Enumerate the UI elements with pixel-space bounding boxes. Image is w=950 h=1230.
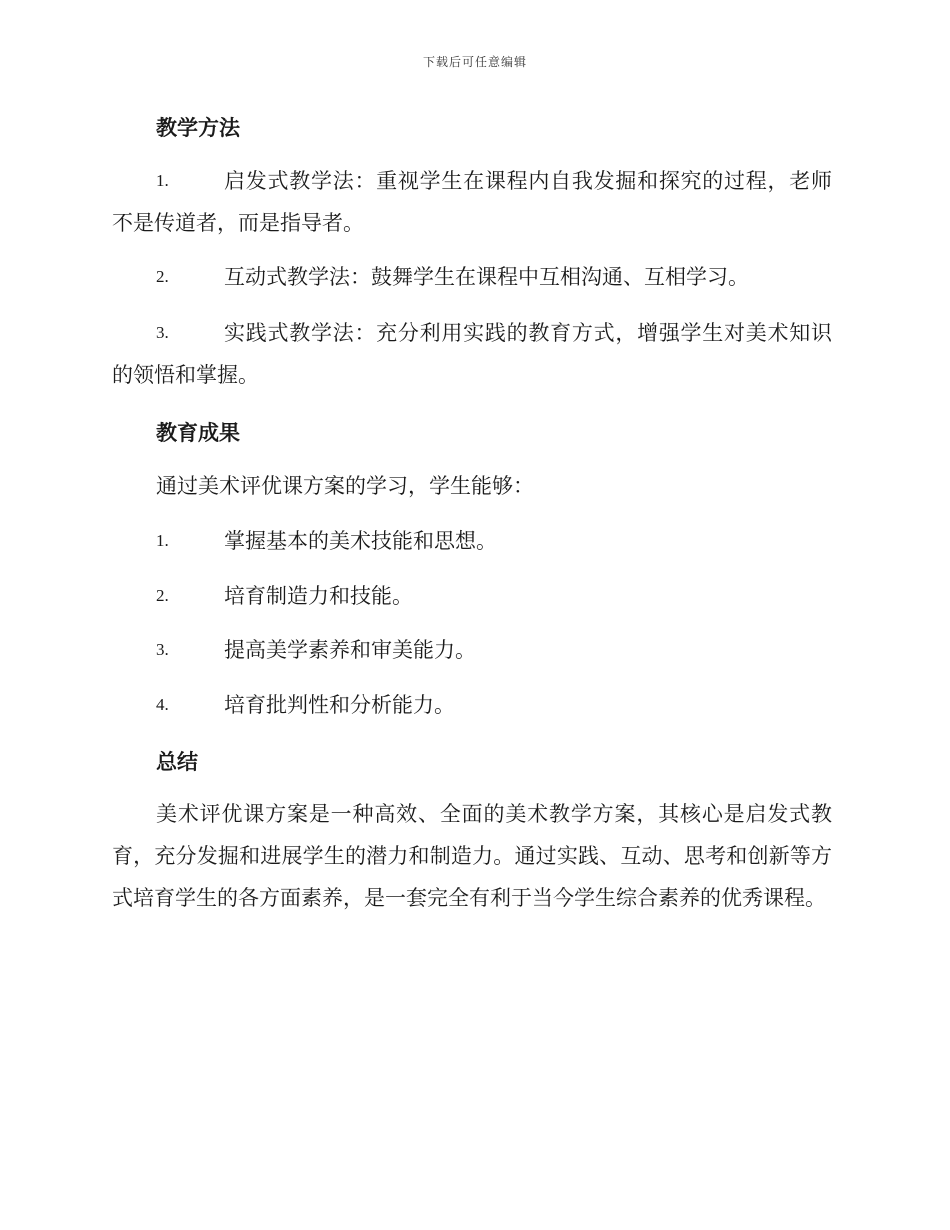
list-number: 3. — [156, 323, 169, 342]
list-item-text: 掌握基本的美术技能和思想。 — [224, 529, 497, 553]
list-item — [112, 312, 832, 396]
outcomes-intro: 通过美术评优课方案的学习，学生能够： — [156, 474, 534, 498]
section-title-summary: 总结 — [156, 750, 198, 774]
list-item — [112, 256, 832, 298]
list-item-text: 启发式教学法：重视学生在课程内自我发掘和探究的过程，老师不是传道者，而是指导者。 — [112, 169, 832, 235]
list-item-text: 提高美学素养和审美能力。 — [224, 638, 476, 662]
list-item-text: 培育制造力和技能。 — [224, 584, 413, 608]
list-item — [112, 160, 832, 244]
list-number: 2. — [156, 267, 169, 286]
list-item-text: 互动式教学法：鼓舞学生在课程中互相沟通、互相学习。 — [224, 265, 749, 289]
list-number: 1. — [156, 171, 169, 190]
list-item-text: 培育批判性和分析能力。 — [224, 693, 455, 717]
list-item — [112, 629, 832, 671]
list-item — [112, 575, 832, 617]
list-item — [112, 520, 832, 562]
list-number: 4. — [156, 695, 169, 714]
section-title-methods: 教学方法 — [156, 116, 240, 140]
list-item-text: 实践式教学法：充分利用实践的教育方式，增强学生对美术知识的领悟和掌握。 — [112, 321, 832, 387]
list-number: 1. — [156, 531, 169, 550]
page-header: 下载后可任意编辑 — [422, 55, 527, 69]
list-item — [112, 684, 832, 726]
section-title-outcomes: 教育成果 — [156, 421, 240, 445]
summary-paragraph: 美术评优课方案是一种高效、全面的美术教学方案，其核心是启发式教育，充分发掘和进展学生的潜力和制造力。通过实践、互动、思考和创新等方式培育学生的各方面素养，是一套完全有利于当今学生综合素养的优秀课程。 — [112, 802, 832, 910]
list-number: 2. — [156, 586, 169, 605]
list-number: 3. — [156, 640, 169, 659]
